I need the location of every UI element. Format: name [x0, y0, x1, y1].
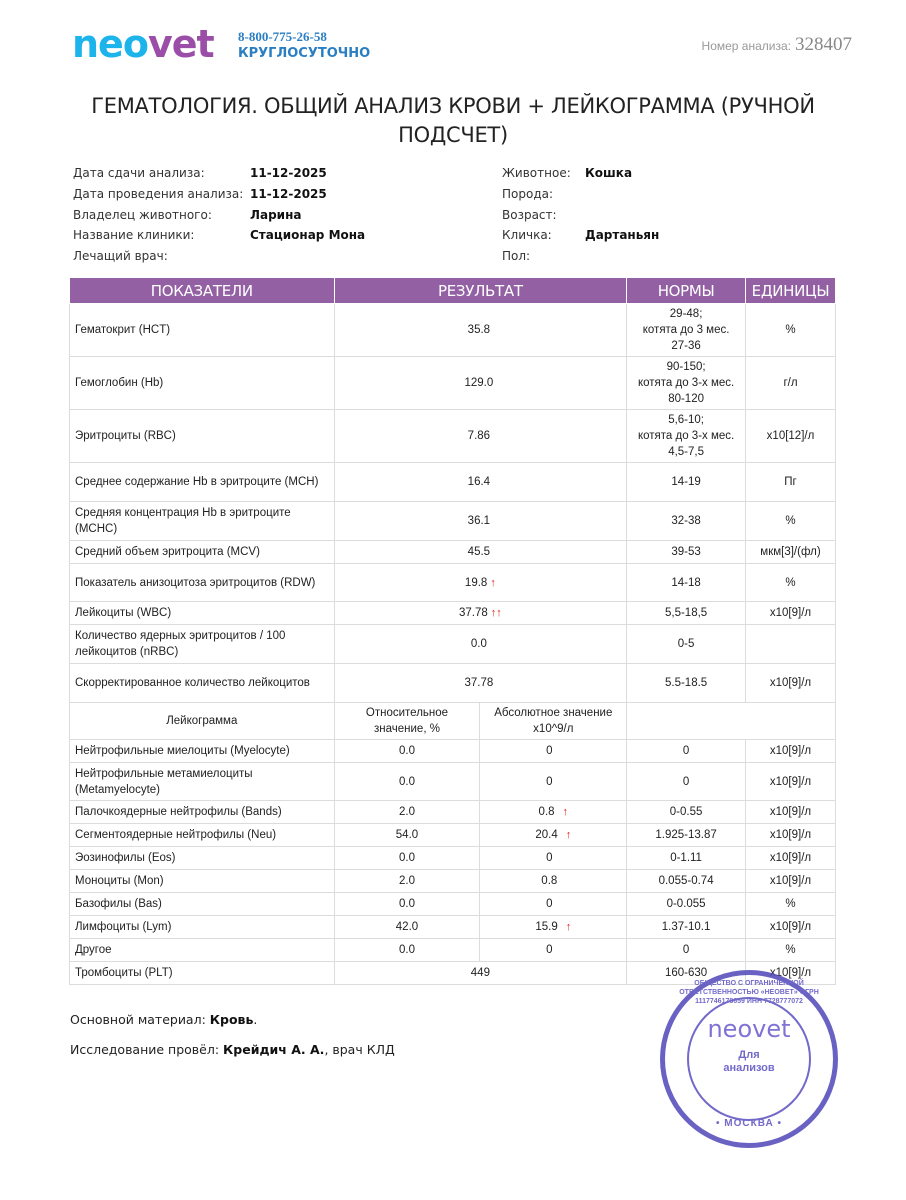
info-value: Ларина [250, 207, 302, 222]
info-label: Возраст: [502, 207, 557, 222]
unit: x10[9]/л [746, 962, 836, 985]
contact-block [238, 29, 370, 63]
info-label: Животное: [502, 166, 571, 180]
indicator-name: Скорректированное количество лейкоцитов [70, 664, 335, 703]
stamp-ring-text: ОБЩЕСТВО С ОГРАНИЧЕННОЙ ОТВЕТСТВЕННОСТЬЮ «НЕОВЕТ» ОГРН 1117746178659 ИНН 7728777072 [679, 980, 819, 1005]
relative-value: 42.0 [334, 916, 480, 939]
cell-type-name: Эозинофилы (Eos) [70, 847, 335, 870]
indicator-name: Лейкоциты (WBC) [70, 602, 335, 625]
analysis-number-label: Номер анализа: [701, 39, 791, 53]
cell-type-name: Нейтрофильные метамиелоциты (Metamyelocyte) [70, 763, 335, 801]
relative-value: 0.0 [334, 939, 480, 962]
result-value: 129.0 [334, 357, 627, 410]
leukogram-row [70, 847, 836, 870]
norm-range: 32-38 [627, 502, 746, 541]
norm-range: 5.5-18.5 [627, 664, 746, 703]
unit: x10[9]/л [746, 664, 836, 703]
info-value: 11-12-2025 [250, 166, 327, 180]
absolute-value: 0.8 ↑ [480, 801, 627, 824]
indicator-name: Количество ядерных эритроцитов / 100 лейкоцитов (nRBC) [70, 625, 335, 664]
norm-range: 5,5-18,5 [627, 602, 746, 625]
cell-type-name: Другое [70, 939, 335, 962]
result-value: 36.1 [334, 502, 627, 541]
unit: % [746, 939, 836, 962]
info-value: Стационар Мона [250, 228, 366, 243]
norm-range: 5,6-10; котята до 3-х мес. 4,5-7,5 [627, 410, 746, 463]
table-row [70, 602, 836, 625]
relative-value: 54.0 [334, 824, 480, 847]
indicator-name: Показатель анизоцитоза эритроцитов (RDW) [70, 564, 335, 602]
analysis-number [702, 34, 852, 56]
absolute-value: 0.8 [480, 870, 627, 893]
indicator-name: Среднее содержание Hb в эритроците (MCH) [70, 463, 335, 502]
relative-value: 2.0 [334, 801, 480, 824]
header-indicators: ПОКАЗАТЕЛИ [70, 278, 335, 304]
info-label: Название клиники: [73, 228, 195, 243]
unit: x10[9]/л [746, 824, 836, 847]
norm-range: 39-53 [627, 541, 746, 564]
result-value: 37.78 [334, 664, 627, 703]
result-value: 0.0 [334, 625, 627, 664]
table-header-row [70, 278, 836, 304]
norm-range: 160-630 [627, 962, 746, 985]
absolute-value: 0 [480, 893, 627, 916]
info-row [73, 205, 365, 226]
phone-number: 8-800-775-26-58 [238, 29, 327, 44]
absolute-value: 0 [480, 939, 627, 962]
neovet-logo: neovet [72, 22, 214, 66]
leukogram-row [70, 893, 836, 916]
material-value: Кровь [209, 1012, 254, 1027]
result-value: 37.78 ↑↑ [334, 602, 627, 625]
table-row [70, 625, 836, 664]
norm-range: 0-5 [627, 625, 746, 664]
info-label: Дата сдачи анализа: [73, 166, 205, 180]
cell-type-name: Сегментоядерные нейтрофилы (Neu) [70, 824, 335, 847]
stamp-text: Для анализов [723, 1049, 775, 1074]
absolute-value: 0 [480, 740, 627, 763]
norm-range: 0-0.055 [627, 893, 746, 916]
unit: % [746, 304, 836, 357]
unit: x10[12]/л [746, 410, 836, 463]
relative-value: 0.0 [334, 740, 480, 763]
leukogram-row [70, 870, 836, 893]
norm-range: 1.925-13.87 [627, 824, 746, 847]
result-value: 35.8 [334, 304, 627, 357]
norm-range: 1.37-10.1 [627, 916, 746, 939]
header-result: РЕЗУЛЬТАТ [334, 278, 627, 304]
absolute-value: 0 [480, 847, 627, 870]
table-row [70, 410, 836, 463]
arrow-up-icon: ↑ [565, 829, 572, 841]
stamp-logo: neovet [707, 1015, 791, 1043]
norm-range: 14-19 [627, 463, 746, 502]
unit: x10[9]/л [746, 763, 836, 801]
result-value: 16.4 [334, 463, 627, 502]
info-label: Кличка: [502, 228, 552, 243]
table-row [70, 463, 836, 502]
unit: x10[9]/л [746, 801, 836, 824]
relative-header: Относительное значение, % [334, 703, 480, 740]
stamp-city: • МОСКВА • [716, 1118, 782, 1129]
unit [746, 625, 836, 664]
page-title: ГЕМАТОЛОГИЯ. ОБЩИЙ АНАЛИЗ КРОВИ + ЛЕЙКОГРАММА (РУЧНОЙ ПОДСЧЕТ) [91, 94, 815, 147]
table-row [70, 304, 836, 357]
arrow-up-icon: ↑ [490, 576, 496, 589]
info-value: Кошка [585, 166, 633, 180]
info-row [502, 184, 659, 205]
leukogram-header-row [70, 703, 836, 740]
indicator-name: Гематокрит (HCT) [70, 304, 335, 357]
leukogram-row [70, 763, 836, 801]
info-row [502, 205, 659, 226]
indicator-name: Средняя концентрация Hb в эритроците (MCHC) [70, 502, 335, 541]
table-row [70, 564, 836, 602]
unit: % [746, 564, 836, 602]
result-value: 19.8 ↑ [334, 564, 627, 602]
info-value: Дартаньян [585, 228, 660, 243]
cell-type-name: Базофилы (Bas) [70, 893, 335, 916]
norm-range: 14-18 [627, 564, 746, 602]
cell-type-name: Лимфоциты (Lym) [70, 916, 335, 939]
relative-value: 0.0 [334, 763, 480, 801]
table-row [70, 502, 836, 541]
info-right [502, 163, 659, 267]
results-table [69, 277, 836, 985]
info-label: Порода: [502, 186, 554, 201]
working-hours: КРУГЛОСУТОЧНО [238, 46, 371, 61]
info-row [502, 163, 659, 184]
unit: x10[9]/л [746, 870, 836, 893]
company-stamp [660, 970, 838, 1148]
info-row [73, 184, 365, 205]
norm-range: 0 [627, 763, 746, 801]
leukogram-row [70, 939, 836, 962]
relative-value: 2.0 [334, 870, 480, 893]
page-header [72, 22, 852, 72]
performer-name: Крейдич А. А. [223, 1042, 325, 1057]
info-row [502, 225, 659, 246]
header-units: ЕДИНИЦЫ [746, 278, 836, 304]
leukogram-title: Лейкограмма [70, 703, 335, 740]
unit: x10[9]/л [746, 916, 836, 939]
info-label: Пол: [502, 249, 531, 264]
result-value: 449 [334, 962, 627, 985]
cell-type-name: Моноциты (Mon) [70, 870, 335, 893]
performer-line: Исследование провёл: Крейдич А. А., врач КЛД [70, 1042, 395, 1057]
info-value: 11-12-2025 [250, 186, 327, 201]
info-row [73, 246, 365, 267]
cell-type-name: Палочкоядерные нейтрофилы (Bands) [70, 801, 335, 824]
cell-type-name: Нейтрофильные миелоциты (Myelocyte) [70, 740, 335, 763]
material-line: Основной материал: Кровь. [70, 1012, 258, 1027]
absolute-value: 20.4 ↑ [480, 824, 627, 847]
norm-range: 29-48; котята до 3 мес. 27-36 [627, 304, 746, 357]
unit: % [746, 893, 836, 916]
norm-range: 0.055-0.74 [627, 870, 746, 893]
info-label: Дата проведения анализа: [73, 186, 244, 201]
unit: г/л [746, 357, 836, 410]
result-value: 7.86 [334, 410, 627, 463]
arrow-up-icon: ↑ [562, 806, 569, 818]
indicator-name: Гемоглобин (Hb) [70, 357, 335, 410]
leukogram-row [70, 916, 836, 939]
table-row [70, 664, 836, 703]
unit: x10[9]/л [746, 602, 836, 625]
table-row [70, 541, 836, 564]
leukogram-row [70, 801, 836, 824]
indicator-name: Эритроциты (RBC) [70, 410, 335, 463]
leukogram-row [70, 740, 836, 763]
absolute-value: 15.9 ↑ [480, 916, 627, 939]
header-norms: НОРМЫ [627, 278, 746, 304]
norm-range: 0-0.55 [627, 801, 746, 824]
info-label: Лечащий врач: [73, 249, 168, 264]
norm-range: 0-1.11 [627, 847, 746, 870]
absolute-header: Абсолютное значение x10^9/л [480, 703, 627, 740]
unit: x10[9]/л [746, 740, 836, 763]
absolute-value: 0 [480, 763, 627, 801]
info-label: Владелец животного: [73, 207, 212, 222]
unit: x10[9]/л [746, 847, 836, 870]
relative-value: 0.0 [334, 847, 480, 870]
analysis-number-value: 328407 [795, 34, 852, 55]
norm-range: 90-150; котята до 3-х мес. 80-120 [627, 357, 746, 410]
leukogram-row [70, 824, 836, 847]
norm-range: 0 [627, 740, 746, 763]
relative-value: 0.0 [334, 893, 480, 916]
info-row [73, 163, 365, 184]
unit: Пг [746, 463, 836, 502]
arrow-up-icon: ↑↑ [490, 607, 502, 619]
indicator-name: Средний объем эритроцита (MCV) [70, 541, 335, 564]
table-row [70, 357, 836, 410]
unit: мкм[3]/(фл) [746, 541, 836, 564]
result-value: 45.5 [334, 541, 627, 564]
info-row [502, 246, 659, 267]
info-left [73, 163, 365, 267]
unit: % [746, 502, 836, 541]
info-row [73, 225, 365, 246]
indicator-name: Тромбоциты (PLT) [70, 962, 335, 985]
arrow-up-icon: ↑ [565, 921, 572, 933]
norm-range: 0 [627, 939, 746, 962]
